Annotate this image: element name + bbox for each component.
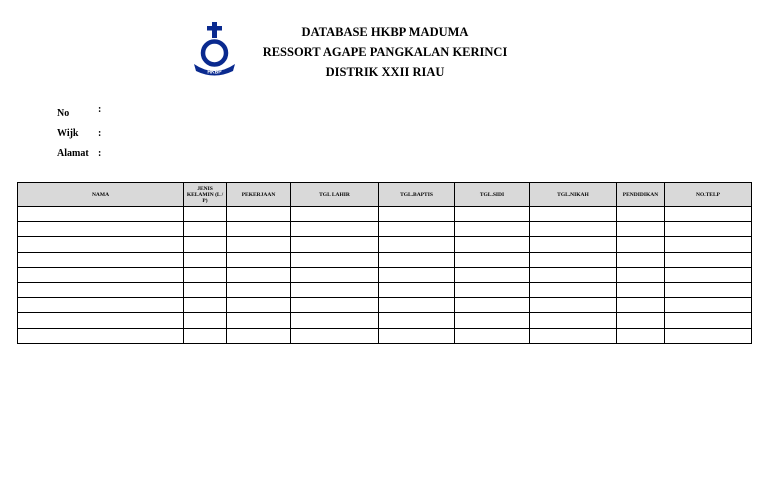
table-cell[interactable] [291,237,379,252]
table-cell[interactable] [455,237,530,252]
table-cell[interactable] [291,298,379,313]
table-cell[interactable] [227,267,291,282]
col-tgl-sidi: TGL.SIDI [455,183,530,207]
field-wijk-label: Wijk [57,128,79,139]
table-cell[interactable] [665,282,752,297]
table-cell[interactable] [379,252,455,267]
col-tgl-nikah: TGL.NIKAH [530,183,617,207]
table-cell[interactable] [665,252,752,267]
table-cell[interactable] [18,298,184,313]
table-cell[interactable] [665,328,752,343]
table-cell[interactable] [530,252,617,267]
table-cell[interactable] [617,222,665,237]
table-cell[interactable] [184,328,227,343]
table-header-row [18,183,752,207]
table-cell[interactable] [184,313,227,328]
table-cell[interactable] [455,267,530,282]
table-row [18,252,752,267]
table-cell[interactable] [665,313,752,328]
table-cell[interactable] [530,207,617,222]
table-cell[interactable] [379,328,455,343]
table-cell[interactable] [379,313,455,328]
table-cell[interactable] [18,282,184,297]
table-cell[interactable] [617,237,665,252]
table-cell[interactable] [455,282,530,297]
table-cell[interactable] [530,282,617,297]
table-cell[interactable] [227,237,291,252]
table-cell[interactable] [291,282,379,297]
table-cell[interactable] [291,207,379,222]
table-cell[interactable] [18,313,184,328]
table-cell[interactable] [291,267,379,282]
table-row [18,328,752,343]
table-row [18,298,752,313]
header-distrik: DISTRIK XXII RIAU [325,65,445,79]
hkbp-logo-icon [190,22,240,78]
table-cell[interactable] [665,267,752,282]
table-cell[interactable] [18,328,184,343]
field-no-colon: : [98,104,102,115]
field-alamat-colon: : [98,148,102,159]
table-cell[interactable] [665,237,752,252]
table-cell[interactable] [530,237,617,252]
table-cell[interactable] [530,222,617,237]
table-cell[interactable] [617,267,665,282]
table-cell[interactable] [530,313,617,328]
table-cell[interactable] [18,237,184,252]
table-cell[interactable] [617,207,665,222]
table-cell[interactable] [227,222,291,237]
header-title: DATABASE HKBP MADUMA [301,25,469,39]
table-cell[interactable] [184,298,227,313]
table-cell[interactable] [291,252,379,267]
table-cell[interactable] [455,207,530,222]
table-cell[interactable] [18,207,184,222]
col-tgl-baptis: TGL.BAPTIS [379,183,455,207]
table-cell[interactable] [18,222,184,237]
table-cell[interactable] [617,252,665,267]
table-row [18,282,752,297]
table-cell[interactable] [184,207,227,222]
table-cell[interactable] [530,267,617,282]
table-cell[interactable] [379,222,455,237]
table-row [18,222,752,237]
table-cell[interactable] [227,252,291,267]
table-cell[interactable] [665,298,752,313]
table-cell[interactable] [455,298,530,313]
table-cell[interactable] [184,282,227,297]
table-cell[interactable] [379,267,455,282]
table-cell[interactable] [530,298,617,313]
table-cell[interactable] [18,267,184,282]
table-cell[interactable] [617,328,665,343]
table-cell[interactable] [455,328,530,343]
table-cell[interactable] [291,313,379,328]
table-cell[interactable] [530,328,617,343]
table-row [18,313,752,328]
table-cell[interactable] [379,298,455,313]
col-nama: NAMA [18,183,184,207]
table-cell[interactable] [617,282,665,297]
table-row [18,237,752,252]
table-cell[interactable] [665,207,752,222]
header-ressort: RESSORT AGAPE PANGKALAN KERINCI [262,45,508,59]
table-cell[interactable] [291,222,379,237]
field-wijk-colon: : [98,128,102,139]
table-row [18,207,752,222]
table-cell[interactable] [184,267,227,282]
document-header [250,22,520,82]
table-cell[interactable] [227,207,291,222]
table-cell[interactable] [455,313,530,328]
table-cell[interactable] [455,252,530,267]
table-cell[interactable] [617,313,665,328]
table-cell[interactable] [379,282,455,297]
col-tgl-lahir: TGL LAHIR [291,183,379,207]
field-no-label: No [57,108,70,119]
table-cell[interactable] [379,237,455,252]
col-no-telp: NO.TELP [665,183,752,207]
table-cell[interactable] [184,237,227,252]
table-cell[interactable] [617,298,665,313]
table-cell[interactable] [227,282,291,297]
col-pendidikan: PENDIDIKAN [617,183,665,207]
table-cell[interactable] [227,328,291,343]
table-cell[interactable] [379,207,455,222]
table-cell[interactable] [227,298,291,313]
table-cell[interactable] [227,313,291,328]
logo-text: HKBP [207,69,222,76]
col-pekerjaan: PEKERJAAN [227,183,291,207]
table-cell[interactable] [665,222,752,237]
table-cell[interactable] [18,252,184,267]
field-alamat-label: Alamat [57,148,89,159]
table-cell[interactable] [184,222,227,237]
table-cell[interactable] [184,252,227,267]
table-cell[interactable] [455,222,530,237]
member-table [17,182,752,344]
table-row [18,267,752,282]
table-cell[interactable] [291,328,379,343]
col-jenis-kelamin: JENIS KELAMIN (L / P) [184,183,227,207]
